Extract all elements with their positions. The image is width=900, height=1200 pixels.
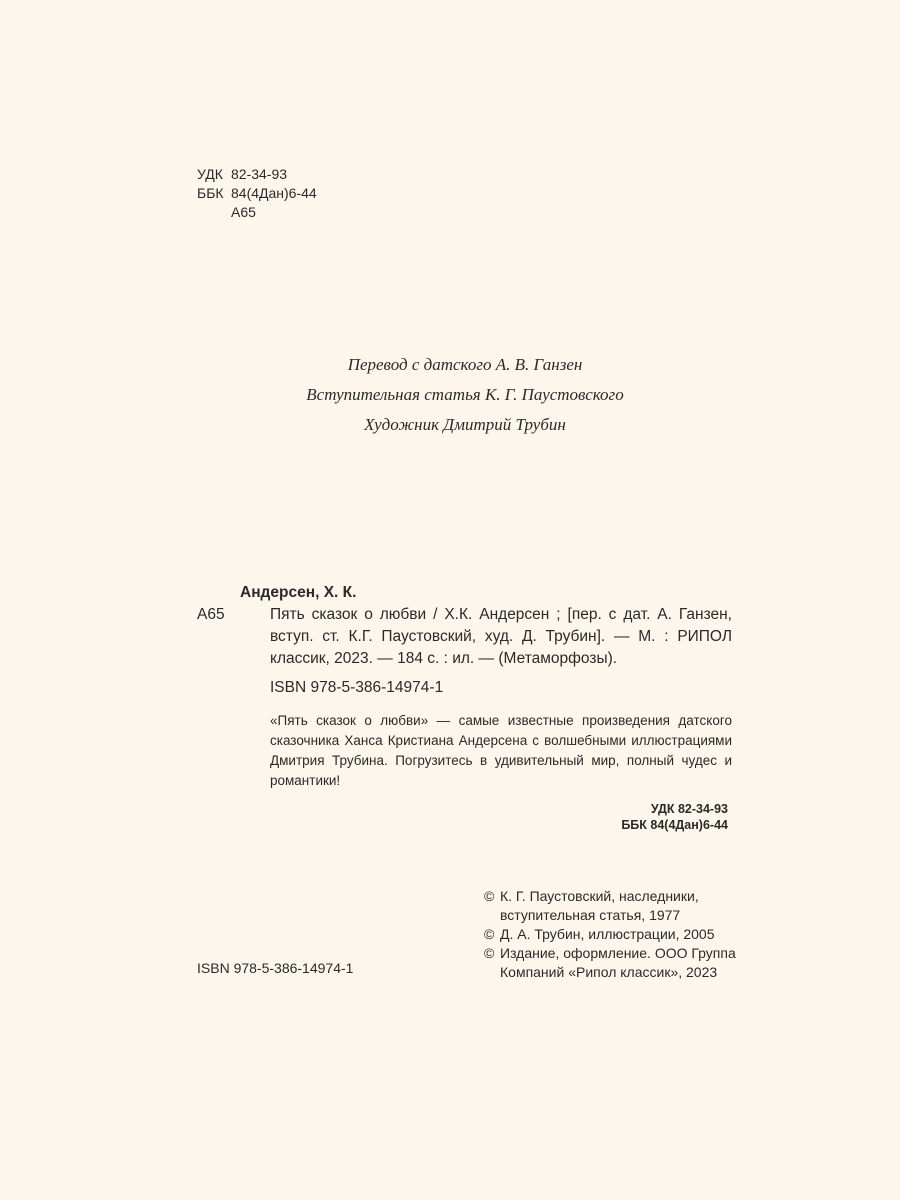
card-author: Андерсен, Х. К.	[240, 584, 357, 601]
copyright-line-2: © Д. А. Трубин, иллюстрации, 2005	[484, 926, 715, 942]
catalog-card	[197, 582, 732, 833]
copyright-line-1: © К. Г. Паустовский, наследники,	[484, 888, 699, 904]
copyright-line-3: © Издание, оформление. ООО Группа	[484, 945, 736, 961]
bottom-isbn: ISBN 978-5-386-14974-1	[197, 960, 354, 976]
copyright-block	[484, 887, 736, 982]
udk-label: УДК	[197, 166, 223, 182]
card-annotation: «Пять сказок о любви» — самые известные произведения датского сказочника Ханса Кристиана Андерсена с волшебными иллюстрациями Дмитрия Трубина. Погрузитесь в удивительный мир, полный чудес и романтики!	[270, 713, 732, 788]
card-udk: УДК 82-34-93	[650, 802, 728, 816]
card-classification	[197, 801, 732, 833]
copyright-line-3-cont: Компаний «Рипол классик», 2023	[500, 964, 718, 980]
artist-credit: Художник Дмитрий Трубин	[364, 415, 566, 434]
bbk-row	[197, 184, 317, 203]
credits-block	[0, 350, 900, 440]
card-isbn: ISBN 978-5-386-14974-1	[270, 679, 444, 696]
translation-credit: Перевод с датского А. В. Ганзен	[347, 355, 583, 374]
copyright-symbol: ©	[484, 945, 495, 961]
copyright-symbol: ©	[484, 926, 495, 942]
copyright-symbol: ©	[484, 888, 495, 904]
copyright-line-1-cont: вступительная статья, 1977	[500, 907, 681, 923]
bbk-value: 84(4Дан)6-44	[231, 185, 317, 201]
card-description: Пять сказок о любви / Х.К. Андерсен ; [пер. с дат. А. Ганзен, вступ. ст. К.Г. Паустовский, худ. Д. Трубин]. — М. : РИПОЛ классик, 2023. — 184 с. : ил. — (Метаморфозы).	[270, 606, 732, 667]
bbk-label: ББК	[197, 185, 224, 201]
card-main	[197, 604, 732, 670]
classification-block	[197, 165, 317, 222]
card-code: А65	[197, 606, 225, 623]
intro-credit: Вступительная статья К. Г. Паустовского	[306, 385, 624, 404]
author-mark-row	[197, 203, 317, 222]
udk-value: 82-34-93	[231, 166, 288, 182]
card-bbk: ББК 84(4Дан)6-44	[621, 818, 728, 832]
author-mark: А65	[231, 204, 256, 220]
udk-row	[197, 165, 317, 184]
